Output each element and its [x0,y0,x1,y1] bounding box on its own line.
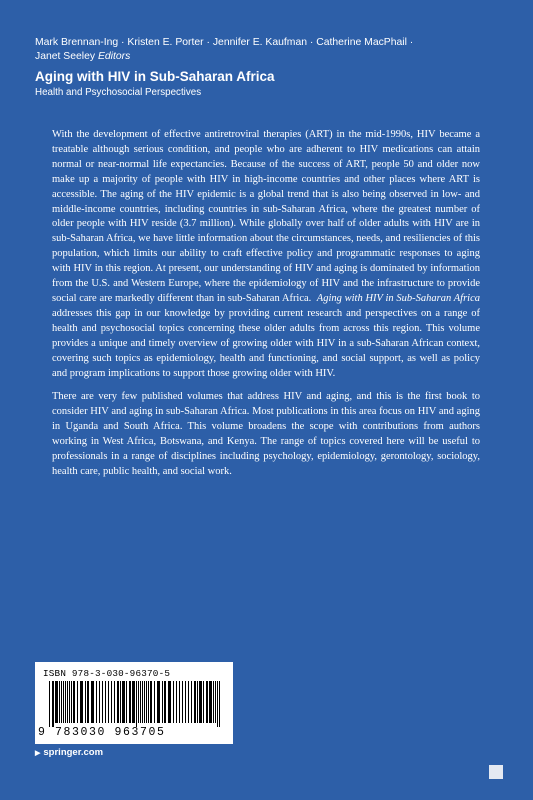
isbn-label: ISBN 978-3-030-96370-5 [43,668,171,679]
corner-square [489,765,503,779]
authors-line-2: Janet Seeley [35,51,96,62]
barcode-icon [49,681,221,727]
authors [35,36,505,64]
blurb-paragraph-1 [52,128,480,381]
cover-header [35,36,505,99]
publisher-url: springer.com [43,747,104,758]
blurb-p1-text-b: addresses this gap in our knowledge by providing current research and perspectives on a range of health and psychosocial topics concerning these older adults from across this region. This volume provides a unique and timely overview of growing older with HIV in a sub-Saharan African context, covering such topics as epidemiology, health and functioning, and social support, as well as policy and program implications to support those growing older with HIV. [52,307,480,379]
authors-line-1: Mark Brennan-Ing · Kristen E. Porter · Jennifer E. Kaufman · Catherine MacPhail · [35,37,414,48]
blurb-p1-text-a: With the development of effective antiretroviral therapies (ART) in the mid-1990s, HIV became a treatable although serious condition, and people who are adherent to HIV medications can attain normal or near-normal life expectancies. Because of the success of ART, people 50 and older now make up a majority of people with HIV in high-income countries and other places where ART is accessible. The aging of the HIV epidemic is a global trend that is also being observed in low- and middle-income countries, including countries in sub-Saharan Africa, where the greatest number of older people with HIV reside (3.7 million). While globally over half of older adults with HIV are in sub-Saharan Africa, we have little information about the circumstances, needs, and resiliencies of this population, which limits our ability to craft effective policy and programmatic responses to aging with HIV in this region. At present, our understanding of HIV and aging is dominated by information from the U.S. and Western Europe, where the epidemiology of HIV and the infrastructure to provide social care are markedly different than in sub-Saharan Africa. [52,129,480,304]
back-cover-blurb [52,128,480,489]
book-title: Aging with HIV in Sub-Saharan Africa [35,69,275,84]
book-subtitle: Health and Psychosocial Perspectives [35,87,202,98]
blurb-p1-title-italic: Aging with HIV in Sub-Saharan Africa [316,292,481,304]
editors-label: Editors [97,51,131,62]
isbn-barcode-box [35,662,233,744]
blurb-paragraph-2: There are very few published volumes that address HIV and aging, and this is the first book to consider HIV and aging in sub-Saharan Africa. Most publications in this area focus on HIV and aging in Uganda and South Africa. This volume broadens the scope with contributions from authors working in West Africa, Botswana, and Kenya. The range of topics covered here will be useful to professionals in a range of disciplines including psychology, epidemiology, gerontology, sociology, health care, public health, and social work. [52,391,480,477]
barcode-digits: 9 783030 963705 [38,726,166,739]
publisher-link[interactable] [35,747,103,758]
arrow-right-icon: ▶ [35,749,41,757]
